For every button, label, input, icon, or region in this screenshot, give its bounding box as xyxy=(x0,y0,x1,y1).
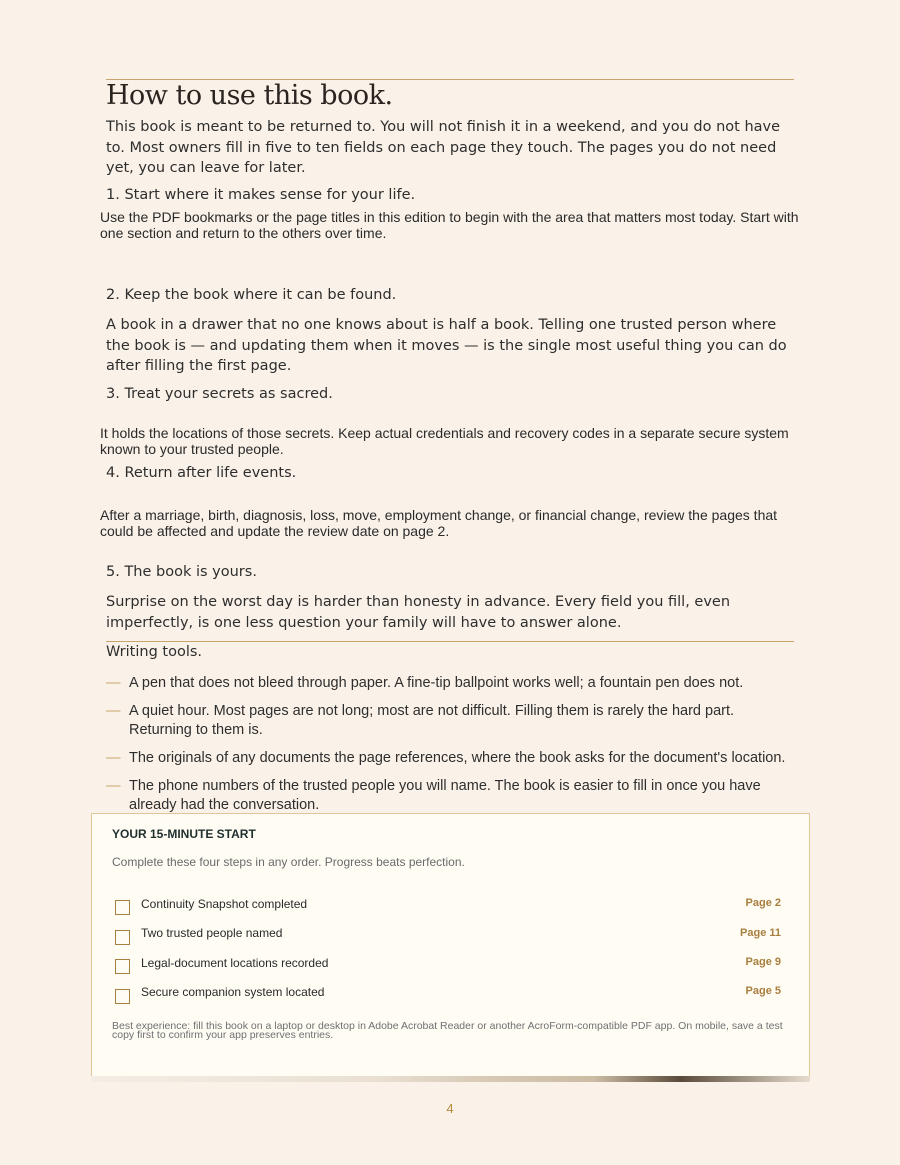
intro-paragraph: This book is meant to be returned to. You will not finish it in a weekend, and you do not have to. Most owners fill in five to ten fields on each page they touch. The pages you do not need yet, you can leave for later. xyxy=(106,119,781,176)
checkbox-secure-system[interactable] xyxy=(115,989,130,1004)
tools-heading: Writing tools. xyxy=(106,644,203,660)
checkbox-trusted-people[interactable] xyxy=(115,930,130,945)
step-5-heading: 5. The book is yours. xyxy=(106,564,257,580)
checklist-page-ref: Page 11 xyxy=(740,927,781,939)
quick-start-panel xyxy=(91,813,810,1078)
page-title: How to use this book. xyxy=(106,80,393,111)
page-number: 4 xyxy=(446,1101,454,1116)
step-1-heading: 1. Start where it makes sense for your life. xyxy=(106,187,416,203)
checklist-label: Secure companion system located xyxy=(141,985,325,999)
quick-start-title: YOUR 15-MINUTE START xyxy=(112,827,256,841)
tool-item xyxy=(106,777,796,815)
step-2-body: A book in a drawer that no one knows about is half a book. Telling one trusted person where the book is — and updating them when it moves — is the single most useful thing you can do after filling the first page. xyxy=(106,317,787,374)
step-3-heading: 3. Treat your secrets as sacred. xyxy=(106,386,333,402)
dash-marker: — xyxy=(106,750,121,766)
step-3-body: It holds the locations of those secrets. Keep actual credentials and recovery codes in a separate secure system known to your trusted people. xyxy=(100,425,789,457)
checkbox-legal-documents[interactable] xyxy=(115,959,130,974)
checklist-page-ref: Page 9 xyxy=(745,956,781,968)
decorative-photo-strip xyxy=(91,1076,810,1082)
device-note: Best experience: fill this book on a laptop or desktop in Adobe Acrobat Reader or another AcroForm-compatible PDF app. On mobile, save a test copy first to confirm your app preserves entries. xyxy=(112,1020,783,1041)
checklist-label: Two trusted people named xyxy=(141,926,283,940)
tool-item-text: A pen that does not bleed through paper. A fine-tip ballpoint works well; a fountain pen does not. xyxy=(129,675,744,691)
tool-item-text: A quiet hour. Most pages are not long; most are not difficult. Filling them is rarely the hard part. Returning to them is. xyxy=(129,703,735,738)
step-1-body: Use the PDF bookmarks or the page titles in this edition to begin with the area that matters most today. Start with one section and return to the others over time. xyxy=(100,209,799,241)
tool-item xyxy=(106,674,796,693)
tool-item xyxy=(106,749,796,768)
checkbox-snapshot[interactable] xyxy=(115,900,130,915)
step-4-body: After a marriage, birth, diagnosis, loss, move, employment change, or financial change, review the pages that could be affected and update the review date on page 2. xyxy=(100,507,778,539)
checklist-label: Legal-document locations recorded xyxy=(141,956,329,970)
tool-item-text: The originals of any documents the page references, where the book asks for the document's location. xyxy=(129,750,786,766)
quick-start-subtitle: Complete these four steps in any order. Progress beats perfection. xyxy=(112,855,465,869)
checklist-label: Continuity Snapshot completed xyxy=(141,897,308,911)
tool-item xyxy=(106,702,796,740)
checklist-page-ref: Page 2 xyxy=(745,897,781,909)
checklist-page-ref: Page 5 xyxy=(745,985,781,997)
step-2-heading: 2. Keep the book where it can be found. xyxy=(106,287,397,303)
dash-marker: — xyxy=(106,703,121,719)
dash-marker: — xyxy=(106,675,121,691)
dash-marker: — xyxy=(106,778,121,794)
step-5-body: Surprise on the worst day is harder than honesty in advance. Every field you fill, even imperfectly, is one less question your family will have to answer alone. xyxy=(106,594,731,631)
tools-divider xyxy=(106,641,794,642)
step-4-heading: 4. Return after life events. xyxy=(106,465,297,481)
tool-item-text: The phone numbers of the trusted people you will name. The book is easier to fill in once you have already had the conversation. xyxy=(129,778,761,813)
